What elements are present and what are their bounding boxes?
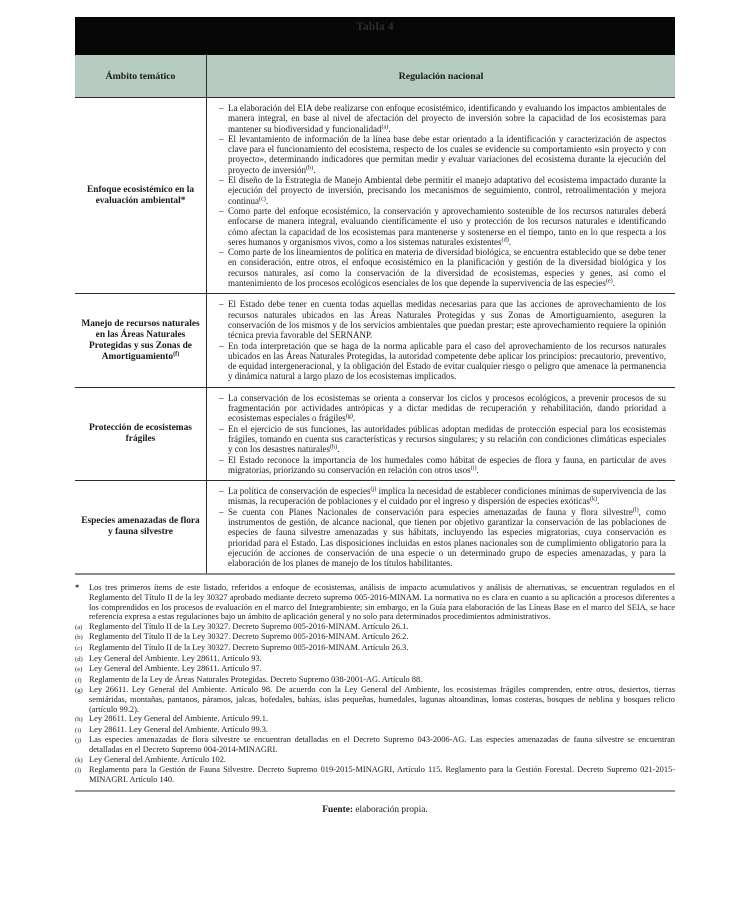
- footnote-marker: (j): [75, 737, 82, 745]
- footnote-item: [75, 622, 675, 633]
- footnote-text: Ley General del Ambiente. Ley 28611. Artículo 93.: [89, 653, 262, 663]
- topic-cell: [75, 481, 207, 573]
- footnote-text: Ley 28611. Ley General del Ambiente. Artículo 99.3.: [89, 724, 269, 734]
- document-page: [75, 0, 675, 815]
- footnote-text: Reglamento del Título II de la Ley 30327. Decreto Supremo 005-2016-MINAM. Artículo 26.3.: [89, 643, 409, 653]
- footnote-item: [75, 765, 675, 784]
- topic-label: Manejo de recursos naturales en las Áreas Naturales Protegidas y sus Zonas de Amortiguamiento$^{(f)}$: [81, 318, 200, 362]
- bullet-dash: –: [219, 392, 224, 403]
- bullet-dash: –: [219, 299, 224, 310]
- bullet-item: [219, 486, 666, 507]
- footnote-marker: (d): [75, 655, 83, 663]
- table-row: [75, 481, 675, 573]
- footnote-text: Reglamento de la Ley de Áreas Naturales Protegidas. Decreto Supremo 038-2001-AG. Artículo 88.: [89, 674, 423, 684]
- footnote-ref: (h): [329, 443, 338, 451]
- topic-cell: [75, 294, 207, 386]
- table-row: [75, 98, 675, 294]
- footnote-item: [75, 735, 675, 754]
- footnote-item: [75, 685, 675, 714]
- table-body: [75, 98, 675, 575]
- bullet-text: En toda interpretación que se haga de la norma aplicable para el caso del aprovechamiento de los recursos naturales ubicados en las Áreas Naturales Protegidas, la autoridad competente debe aplicar los principios: precautorio, preventivo, de equidad intergeneracional, y la obligación del Estado de evitar cualquier riesgo o peligro que amenace la permanencia y dinámica natural a largo plazo de los ecosistemas implicados.: [228, 340, 666, 382]
- footnote-item: [75, 643, 675, 654]
- bullet-text: La conservación de los ecosistemas se orienta a conservar los ciclos y procesos ecológicos, a prevenir procesos de su fragmentación por actividades antrópicas y a dictar medidas de recuperación y rehabilitación, dando prioridad a ecosistemas especiales o frágiles$^{(g)}$.: [228, 392, 666, 424]
- bullet-dash: –: [219, 103, 224, 113]
- regulation-cell: [207, 481, 675, 573]
- footnote-marker: (e): [75, 666, 83, 674]
- column-header-regulacion: Regulación nacional: [398, 70, 484, 82]
- bullet-dash: –: [219, 423, 224, 434]
- topic-cell: [75, 388, 207, 480]
- bullet-item: [219, 507, 666, 569]
- footnote-item: [75, 583, 675, 621]
- footnote-item: [75, 632, 675, 643]
- bullet-dash: –: [219, 486, 224, 497]
- bullet-item: [219, 175, 666, 206]
- bullet-dash: –: [219, 133, 224, 144]
- footnote-item: [75, 654, 675, 665]
- topic-label: Protección de ecosistemas frágiles: [89, 422, 192, 444]
- footnote-text: Reglamento del Título II de la Ley 30327. Decreto Supremo 005-2016-MINAM. Artículo 26.2.: [89, 632, 409, 642]
- footnote-marker: (l): [75, 767, 82, 775]
- bullet-text: El Estado reconoce la importancia de los humedales como hábitat de especies de flora y fauna, en particular de aves migratorias, priorizando su conservación en relación con otros usos$^{(i)}$.: [228, 454, 666, 475]
- bullet-item: [219, 206, 666, 247]
- bullet-item: [219, 424, 666, 455]
- footnote-marker: *: [75, 583, 80, 593]
- footnote-text: Ley General del Ambiente. Ley 28611. Artículo 97.: [89, 664, 262, 674]
- source-line: [75, 805, 675, 815]
- footnote-text: Los tres primeros ítems de este listado, referidos a enfoque de ecosistemas, análisis de impacto acumulativos y análisis de alternativas, se encuentran regulados en el Reglamento del Título II de la ley 30327 aprobado mediante decreto supremo 005-2016-MINAM. La normativa no es clara en cuanto a su aplicación a procesos diferentes a los comprendidos en los procesos de evaluación en el marco del Integrambiente; sin embargo, en la Guía para elaboración de las Líneas Base en el marco del SEIA, se hace referencia expresa a estas regulaciones bajo un ámbito de aplicación general y no solo para determinados procedimientos administrativos.: [89, 583, 675, 622]
- footnote-ref: (k): [589, 495, 598, 503]
- footnote-text: Ley 28611. Ley General del Ambiente. Artículo 99.1.: [89, 714, 269, 724]
- footnote-text: Ley 26611. Ley General del Ambiente. Artículo 98. De acuerdo con la Ley General del Ambiente, los ecosistemas frágiles comprenden, entre otros, desiertos, tierras semiáridas, montañas, pantanos, páramos, jalcas, bofedales, bahías, islas pequeñas, humedales, lagunas altoandinas, lomas costeras, bosques de neblina y bosques relicto (artículo 99.2).: [89, 685, 675, 714]
- footnote-ref: (j): [370, 485, 377, 493]
- bullet-dash: –: [219, 340, 224, 351]
- regulation-cell: [207, 388, 675, 480]
- bullet-text: Como parte del enfoque ecosistémico, la conservación y aprovechamiento sostenible de los recursos naturales deberá enfocarse de manera integral, evaluando científicamente el uso y protección de los recursos naturales e identificando cómo afectan la capacidad de los ecosistemas para mantenerse y sostenerse en el tiempo, tanto en lo que respecta a los seres humanos y organismos vivos, como a los sistemas naturales existentes$^{(d)}$.: [228, 205, 666, 247]
- footnote-item: [75, 725, 675, 736]
- table-title: Tabla 4: [356, 21, 394, 33]
- bullet-dash: –: [219, 506, 224, 517]
- table-title-band: [75, 17, 675, 55]
- footnote-text: Reglamento del Título II de la Ley 30327. Decreto Supremo 005-2016-MINAM. Artículo 26.1.: [89, 621, 409, 631]
- topic-label: Enfoque ecosistémico en la evaluación ambiental*: [86, 184, 195, 206]
- footnote-marker: (b): [75, 634, 83, 642]
- column-header-ambito: Ámbito temático: [75, 55, 207, 97]
- footnote-text: Ley General del Ambiente. Artículo 102.: [89, 754, 226, 764]
- source-text: elaboración propia.: [353, 805, 428, 816]
- bullet-text: Como parte de los lineamientos de política en materia de diversidad biológica, se encuentra establecido que se debe tener en consideración, entre otros, el enfoque ecosistémico en la planificación y gestión de la diversidad biológica y los recursos naturales, así como la conservación de la diversidad de ecosistemas, especies y genes, así como el mantenimiento de los procesos ecológicos esenciales de los que depende la supervivencia de las especies$^{(e)}$.: [228, 247, 666, 289]
- bullet-text: El Estado debe tener en cuenta todas aquellas medidas necesarias para que las acciones de aprovechamiento de los recursos naturales ubicados en las Áreas Naturales Protegidas y sus Zonas de Amortiguamiento, aseguren la conservación de los mismos y de los servicios ambientales que puedan prestar; este aprovechamiento requiere la opinión técnica previa favorable del SERNANP.: [228, 299, 666, 341]
- topic-cell: [75, 98, 207, 293]
- regulation-cell: [207, 98, 675, 293]
- bullet-dash: –: [219, 454, 224, 465]
- bullet-item: [219, 103, 666, 134]
- table-row: [75, 388, 675, 481]
- footnote-marker: (k): [75, 756, 83, 764]
- footnote-ref: (c): [259, 195, 266, 203]
- bullet-dash: –: [219, 175, 224, 186]
- footnote-ref: (f): [173, 350, 180, 358]
- bullet-dash: –: [219, 205, 224, 216]
- source-label: Fuente:: [322, 805, 353, 816]
- bullet-text: En el ejercicio de sus funciones, las autoridades públicas adoptan medidas de protección especial para los ecosistemas frágiles, tomando en cuenta sus características y recursos singulares; y su relación con condiciones climáticas especiales y con los desastres naturales$^{(h)}$.: [228, 423, 666, 455]
- footnote-marker: (f): [75, 676, 82, 684]
- footnote-ref: (a): [381, 123, 389, 131]
- bullet-item: [219, 393, 666, 424]
- table-header-row: [75, 55, 675, 98]
- footnote-text: Reglamento para la Gestión de Fauna Silvestre. Decreto Supremo 019-2015-MINAGRI, Artículo 115. Reglamento para la Gestión Forestal. Decreto Supremo 021-2015-MINAGRI. Artículo 140.: [89, 765, 675, 784]
- bullet-text: El levantamiento de información de la línea base debe estar orientado a la identificación y caracterización de aspectos clave para el funcionamiento del ecosistema, respecto de los cuales se evidencie su comportamiento «sin proyecto y con proyecto», determinando indicadores que permitan medir y evaluar variaciones del ecosistema durante la ejecución del proyecto de inversión$^{(b)}$.: [228, 133, 666, 175]
- bullet-text: El diseño de la Estrategia de Manejo Ambiental debe permitir el manejo adaptativo del ecosistema impactado durante la ejecución del proyecto de inversión, precisando los mecanismos de seguimiento, control, retroalimentación y mejora continua$^{(c)}$.: [228, 175, 666, 206]
- footnotes-section: [75, 583, 675, 784]
- bullet-text: La elaboración del EIA debe realizarse con enfoque ecosistémico, identificando y evaluando los impactos ambientales de manera integral, en base al nivel de afectación del proyecto de inversión sobre la capacidad de los ecosistemas para mantener su biodiversidad y funcionalidad$^{(a)}$.: [228, 103, 666, 134]
- footnote-marker: (g): [75, 687, 83, 695]
- footnote-marker: (h): [75, 716, 83, 724]
- bullet-item: [219, 455, 666, 476]
- footnote-marker: (c): [75, 645, 83, 653]
- footnote-ref: (l): [632, 506, 639, 514]
- footnote-ref: (d): [501, 236, 509, 244]
- bullet-text: Se cuenta con Planes Nacionales de conservación para especies amenazadas de fauna y flora silvestre$^{(l)}$, como instrumentos de gestión, de alcance nacional, que tienen por objetivo garantizar la conservación de las poblaciones de especies de fauna silvestre amenazadas y sus hábitats, incluyendo las especies migratorias, cuya conservación es prioridad para el Estado. Las disposiciones incluidas en estos planes nacionales son de cumplimiento obligatorio para la ejecución de acciones de conservación de una especie o un determinado grupo de especies amenazadas, y para la elaboración de los planes de manejo de los títulos habilitantes.: [228, 506, 666, 569]
- footnote-item: [75, 755, 675, 766]
- footnote-marker: (i): [75, 726, 82, 734]
- footnote-ref: (i): [470, 464, 477, 472]
- regulation-cell: [207, 294, 675, 386]
- bullet-item: [219, 247, 666, 288]
- bullet-item: [219, 299, 666, 340]
- footnote-text: Las especies amenazadas de flora silvestre se encuentran detalladas en el Decreto Supremo 043-2006-AG. Las especies amenazadas de fauna silvestre se encuentran detalladas en el Decreto Supremo 004-2014-MINAGRI.: [89, 735, 675, 754]
- footnote-ref: (g): [345, 412, 353, 420]
- footnote-ref: (b): [305, 164, 314, 172]
- footnote-item: [75, 664, 675, 675]
- topic-label: Especies amenazadas de flora y fauna silvestre: [81, 516, 200, 538]
- footnote-ref: (e): [605, 277, 613, 285]
- table-row: [75, 294, 675, 387]
- bullet-dash: –: [219, 247, 224, 258]
- bullet-item: [219, 341, 666, 382]
- bullet-item: [219, 134, 666, 175]
- bullet-text: La política de conservación de especies$^{(j)}$ implica la necesidad de establecer condiciones mínimas de supervivencia de las mismas, la recuperación de poblaciones y el cuidado por el ingreso y dispersión de especies exóticas$^{(k)}$.: [228, 485, 667, 507]
- footnote-marker: (a): [75, 623, 83, 631]
- source-divider: [75, 790, 675, 792]
- footnote-item: [75, 714, 675, 725]
- footnote-item: [75, 675, 675, 686]
